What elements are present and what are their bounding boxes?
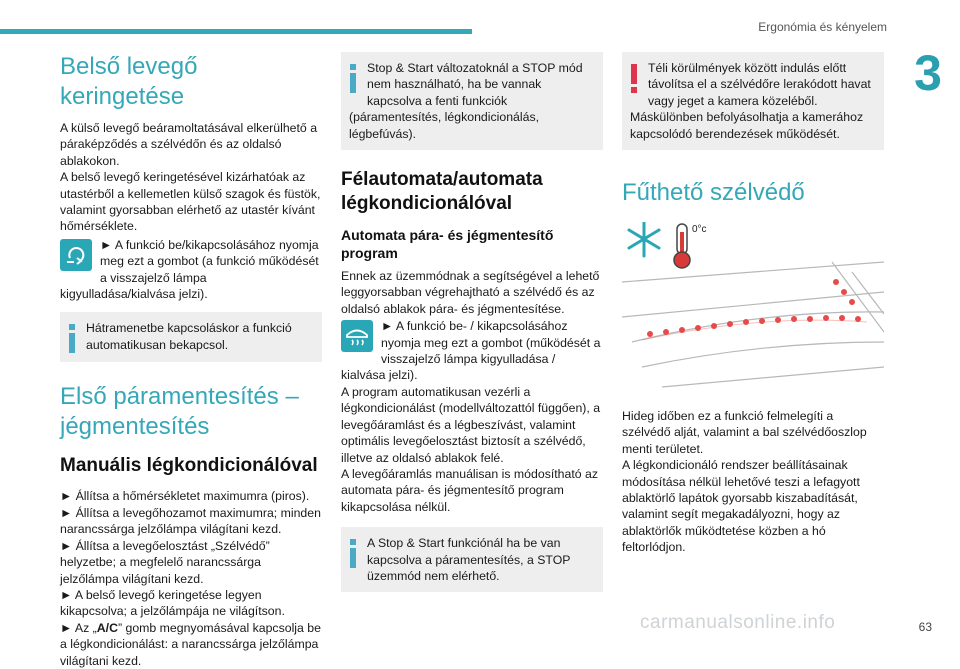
section-title-heated-windscreen: Fűthető szélvédő bbox=[622, 179, 805, 207]
info-box bbox=[341, 527, 603, 592]
watermark: carmanualsonline.info bbox=[640, 612, 836, 633]
subsubsection-title-defrost-program: Automata pára- és jégmentesítő program bbox=[341, 227, 554, 262]
paragraph: A légkondicionáló rendszer beállításainak módosítása nélkül lehetővé teszi a lefagyott ablaktörlő lapátok gyorsabb kiszabadítását, valamint segít megakadályozni, hogy az ablaktörlők működtetése közben a hó feltorlódjon. bbox=[622, 458, 860, 555]
instruction-with-button bbox=[341, 318, 603, 384]
column-1 bbox=[60, 52, 322, 669]
paragraph: Hideg időben ez a funkció felmelegíti a szélvédő alját, valamint a bal szélvédőoszlop menti területet. bbox=[622, 409, 867, 456]
info-icon bbox=[349, 539, 357, 569]
column-3 bbox=[622, 52, 884, 556]
page-number: 63 bbox=[918, 620, 932, 634]
paragraph: A levegőáramlás manuálisan is módosítható az automata pára- és jégmentesítő program kikapcsolása nélkül. bbox=[341, 466, 599, 514]
ac-button-label: A/C bbox=[96, 620, 118, 635]
paragraph: A belső levegő keringetésével kizárhatóak az utastérből a kellemetlen külső szagok és füstök, valamint gyorsabban elérhető az utastér kívánt hőmérséklete. bbox=[60, 170, 321, 234]
header-accent-bar bbox=[0, 29, 472, 34]
info-box bbox=[60, 312, 322, 362]
windscreen-defrost-button-icon bbox=[341, 320, 373, 352]
paragraph: A program automatikusan vezérli a légkondicionálást (modellváltozattól függően), a levegőáramlást és a légbeszívást, valamint optimális levegőelosztást biztosít a szélvédő, illetve az oldalsó ablakok felé. bbox=[341, 384, 601, 465]
column-2 bbox=[341, 52, 603, 592]
info-icon bbox=[68, 324, 76, 354]
bullet-item: ► Állítsa a hőmérsékletet maximumra (piros). bbox=[60, 489, 310, 504]
section-title-defrost: Első páramentesítés – jégmentesítés bbox=[60, 383, 299, 441]
heated-zone bbox=[647, 279, 861, 337]
bullet-item: ► A belső levegő keringetése legyen kikapcsolva; a jelzőlámpája ne világítson. bbox=[60, 587, 285, 619]
bullet-item: ► Állítsa a levegőelosztást „Szélvédő” helyzetbe; a megfelelő narancssárga jelzőlámpa világítani kezd. bbox=[60, 538, 270, 586]
warning-text: Téli körülmények között indulás előtt távolítsa el a szélvédőre lerakódott havat vagy jeget a kamera közeléből. Máskülönben befolyásolhatja a kamerához kapcsolódó berendezések működését. bbox=[630, 61, 871, 141]
subsection-title-auto-ac: Félautomata/automata légkondicionálóval bbox=[341, 169, 543, 215]
bullet-item: ► Állítsa a levegőhozamot maximumra; minden narancssárga jelzőlámpa világítani kezd. bbox=[60, 505, 321, 537]
thermometer-icon bbox=[674, 224, 690, 268]
paragraph: ► A funkció be- / kikapcsolásához nyomja meg ezt a gombot (működését a visszajelző lámpa kigyulladása / kialvása jelzi). bbox=[341, 319, 601, 383]
info-text: Hátramenetbe kapcsoláskor a funkció automatikusan bekapcsol. bbox=[86, 321, 292, 352]
snowflake-icon bbox=[629, 222, 659, 256]
info-text: A Stop & Start funkciónál ha be van kapcsolva a páramentesítés, a STOP üzemmód nem elérhető. bbox=[367, 536, 571, 583]
instruction-with-button bbox=[60, 237, 322, 303]
warning-icon bbox=[630, 64, 638, 94]
paragraph: ► A funkció be/kikapcsolásához nyomja meg ezt a gombot (a funkció működését a visszajelző lámpa kigyulladása/kialvása jelzi). bbox=[60, 237, 319, 302]
subsection-title-manual-ac: Manuális légkondicionálóval bbox=[60, 455, 318, 477]
info-text: Stop & Start változatoknál a STOP mód nem használható, ha be vannak kapcsolva a fenti funkciók (páramentesítés, légkondicionálás, légbefúvás). bbox=[349, 61, 583, 141]
section-title-recirculation: Belső levegő keringetése bbox=[60, 53, 198, 110]
warning-box bbox=[622, 52, 884, 150]
paragraph: A külső levegő beáramoltatásával elkerülhető a páraképződés a szélvédőn és az oldalsó ablakokon. bbox=[60, 121, 318, 168]
recirculation-button-icon bbox=[60, 239, 92, 271]
header-title: Ergonómia és kényelem bbox=[758, 20, 887, 34]
heated-windscreen-illustration bbox=[622, 222, 884, 392]
temperature-label: 0°c bbox=[692, 224, 707, 236]
chapter-number: 3 bbox=[914, 45, 942, 101]
info-icon bbox=[349, 64, 357, 94]
info-box bbox=[341, 52, 603, 150]
bullet-item: ► Az „A/C” gomb megnyomásával kapcsolja be a légkondicionálást: a narancssárga jelzőlámpa világítani kezd. bbox=[60, 620, 321, 668]
paragraph: Ennek az üzemmódnak a segítségével a lehető leggyorsabban végrehajtható a szélvédő és az oldalsó ablakok pára- és jégmentesítése. bbox=[341, 269, 600, 316]
